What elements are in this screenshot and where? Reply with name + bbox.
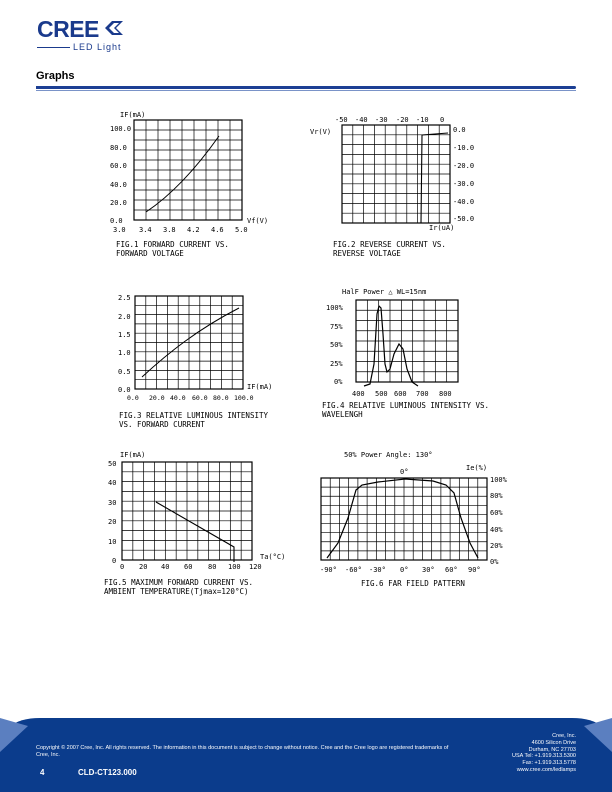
fig3-ytick: 0.5 (118, 368, 131, 376)
fig1-ytick: 60.0 (110, 162, 127, 170)
fig2-curve (421, 133, 448, 223)
fig4-ytick: 75% (330, 323, 343, 331)
fig1-xlabel: Vf(V) (247, 217, 269, 225)
fig5-ytick: 40 (108, 479, 117, 487)
logo-tagline: LED Light (73, 42, 122, 52)
fig3-xtick: 60.0 (192, 394, 208, 402)
logo-chevron-icon (105, 21, 123, 35)
fig1-chart (110, 108, 290, 236)
fig2-right-tick: -40.0 (453, 198, 475, 206)
fig4-yticks (326, 304, 344, 386)
fig6-yticks (490, 476, 508, 566)
fig2-right-tick: -50.0 (453, 215, 475, 223)
fig3-xtick: 100.0 (234, 394, 254, 402)
section-rule (36, 86, 576, 89)
fig2-right-tick: -30.0 (453, 180, 475, 188)
fig2-top-tick: -10 (416, 116, 429, 124)
address-line: 4600 Silicon Drive (531, 739, 576, 746)
fig1-xtick: 3.0 (113, 226, 126, 234)
document-id: CLD-CT123.000 (78, 768, 137, 777)
address-line: Cree, Inc. (552, 733, 576, 739)
fig5-caption: FIG.5 MAXIMUM FORWARD CURRENT VS. AMBIENT TEMPERATURE(Tjmax=120°C) (104, 578, 254, 596)
fig5-xtick: 20 (139, 563, 148, 571)
fig3-xtick: 80.0 (213, 394, 229, 402)
address-line: USA Tel: +1.919.313.5300 (512, 753, 576, 760)
fig3-ytick: 1.5 (118, 331, 131, 339)
fig5-xtick: 40 (161, 563, 170, 571)
fig3-xlabel: IF(mA) (247, 383, 273, 391)
fig6-xtick: 0° (400, 566, 409, 574)
footer-address (416, 733, 576, 774)
address-line: Fax: +1.919.313.5778 (522, 760, 576, 767)
fig5-ytick: 50 (108, 460, 117, 468)
fig1-xtick: 3.8 (163, 226, 176, 234)
fig3-xtick: 20.0 (149, 394, 165, 402)
website-link[interactable]: www.cree.com/ledlamps (516, 766, 576, 773)
fig1-ytick: 80.0 (110, 144, 127, 152)
fig4-title: HalF Power △ WL=15nm (342, 288, 427, 296)
fig6-xtick: 30° (422, 566, 435, 574)
fig2-top-tick: -50 (335, 116, 348, 124)
fig3-chart (113, 291, 293, 403)
fig6-ytick: 100% (490, 476, 507, 484)
fig1-xticks (113, 226, 248, 234)
fig1-curve (146, 136, 219, 212)
fig1-caption: FIG.1 FORWARD CURRENT VS. FORWARD VOLTAGE (116, 240, 229, 258)
fig5-xticks (120, 563, 262, 571)
fig2-right-tick: 0.0 (453, 126, 466, 134)
fig1-ylabel: IF(mA) (120, 111, 146, 119)
fig4-xtick: 800 (439, 390, 452, 398)
fig4-xtick: 500 (375, 390, 388, 398)
fig1-xtick: 4.2 (187, 226, 200, 234)
fig5-xtick: 80 (208, 563, 217, 571)
fig4-ytick: 50% (330, 341, 343, 349)
fig1-yticks (110, 125, 131, 225)
fig6-chart (318, 448, 518, 574)
fig3-caption: FIG.3 RELATIVE LUMINOUS INTENSITY VS. FORWARD CURRENT (119, 411, 269, 429)
section-title: Graphs (36, 70, 75, 82)
fig5-xtick: 60 (184, 563, 193, 571)
fig4-xticks (352, 390, 452, 398)
fig3-ytick: 1.0 (118, 349, 131, 357)
fig3-ytick: 0.0 (118, 386, 131, 394)
fig6-ytick: 20% (490, 542, 503, 550)
fig3-ytick: 2.0 (118, 313, 131, 321)
fig1-xtick: 5.0 (235, 226, 248, 234)
fig6-xtick: 60° (445, 566, 458, 574)
fig4-curve (364, 306, 418, 386)
page-number: 4 (40, 768, 45, 777)
fig5-chart (104, 448, 300, 574)
fig2-top-tick: 0 (440, 116, 445, 124)
grid (134, 120, 242, 220)
fig5-xtick: 120 (249, 563, 262, 571)
fig4-xtick: 700 (416, 390, 429, 398)
fig3-ytick: 2.5 (118, 294, 131, 302)
fig6-title: 50% Power Angle: 130° (344, 451, 433, 459)
fig5-xtick: 100 (228, 563, 241, 571)
fig2-top-tick: -30 (375, 116, 388, 124)
fig4-ytick: 0% (334, 378, 343, 386)
fig6-caption: FIG.6 FAR FIELD PATTERN (361, 579, 465, 588)
fig1-xtick: 3.4 (139, 226, 152, 234)
fig6-xtick: 90° (468, 566, 481, 574)
fig6-ytick: 80% (490, 492, 503, 500)
fig2-caption: FIG.2 REVERSE CURRENT VS. REVERSE VOLTAGE (333, 240, 446, 258)
fig2-top-ticks (335, 116, 444, 124)
fig5-ytick: 20 (108, 518, 117, 526)
fig6-top-label: 0° (400, 468, 409, 476)
fig6-right-label: Ie(%) (466, 464, 488, 472)
fig4-ytick: 25% (330, 360, 343, 368)
fig6-xtick: -90° (320, 566, 337, 574)
fig6-xtick: -60° (345, 566, 362, 574)
fig6-xticks (320, 566, 481, 574)
logo-divider (37, 47, 70, 48)
grid (135, 296, 243, 389)
fig5-ytick: 10 (108, 538, 117, 546)
fig4-chart (322, 284, 502, 400)
fig1-ytick: 100.0 (110, 125, 132, 133)
fig5-xlabel: Ta(°C) (260, 553, 286, 561)
cree-logo: CREE (37, 16, 123, 43)
fig2-right-tick: -10.0 (453, 144, 475, 152)
fig5-yticks (108, 460, 116, 565)
fig2-right-tick: -20.0 (453, 162, 475, 170)
fig1-ytick: 0.0 (110, 217, 123, 225)
address-line: Durham, NC 27703 (528, 746, 576, 753)
fig2-chart (308, 113, 508, 233)
grid (321, 478, 487, 560)
fig3-xtick: 0.0 (127, 394, 139, 402)
fig4-ytick: 100% (326, 304, 343, 312)
fig5-ytick: 0 (112, 557, 117, 565)
fig2-xlabel: Ir(uA) (429, 224, 455, 232)
grid (122, 462, 252, 560)
fig1-xtick: 4.6 (211, 226, 224, 234)
fig4-xtick: 400 (352, 390, 365, 398)
fig3-yticks (118, 294, 131, 394)
fig5-ylabel: IF(mA) (120, 451, 146, 459)
fig6-ytick: 0% (490, 558, 499, 566)
fig2-ylabel: Vr(V) (310, 128, 332, 136)
fig5-xtick: 0 (120, 563, 125, 571)
fig5-ytick: 30 (108, 499, 117, 507)
fig1-ytick: 20.0 (110, 199, 127, 207)
fig6-ytick: 40% (490, 526, 503, 534)
fig2-top-tick: -40 (355, 116, 368, 124)
fig6-xtick: -30° (369, 566, 386, 574)
fig6-curve (327, 479, 478, 558)
fig4-caption: FIG.4 RELATIVE LUMINOUS INTENSITY VS. WAVELENGH (322, 401, 490, 419)
fig4-xtick: 600 (394, 390, 407, 398)
footer-copyright: Copyright © 2007 Cree, Inc. All rights reserved. The information in this document is subject to change without notice. Cree and the Cree logo are registered trademarks of Cree, Inc. (36, 745, 449, 758)
fig3-xticks (127, 394, 254, 402)
section-rule-thin (36, 90, 576, 91)
fig6-ytick: 60% (490, 509, 503, 517)
fig3-xtick: 40.0 (170, 394, 186, 402)
fig2-right-ticks (453, 126, 474, 223)
grid (342, 125, 450, 223)
fig2-top-tick: -20 (396, 116, 409, 124)
fig1-ytick: 40.0 (110, 181, 127, 189)
